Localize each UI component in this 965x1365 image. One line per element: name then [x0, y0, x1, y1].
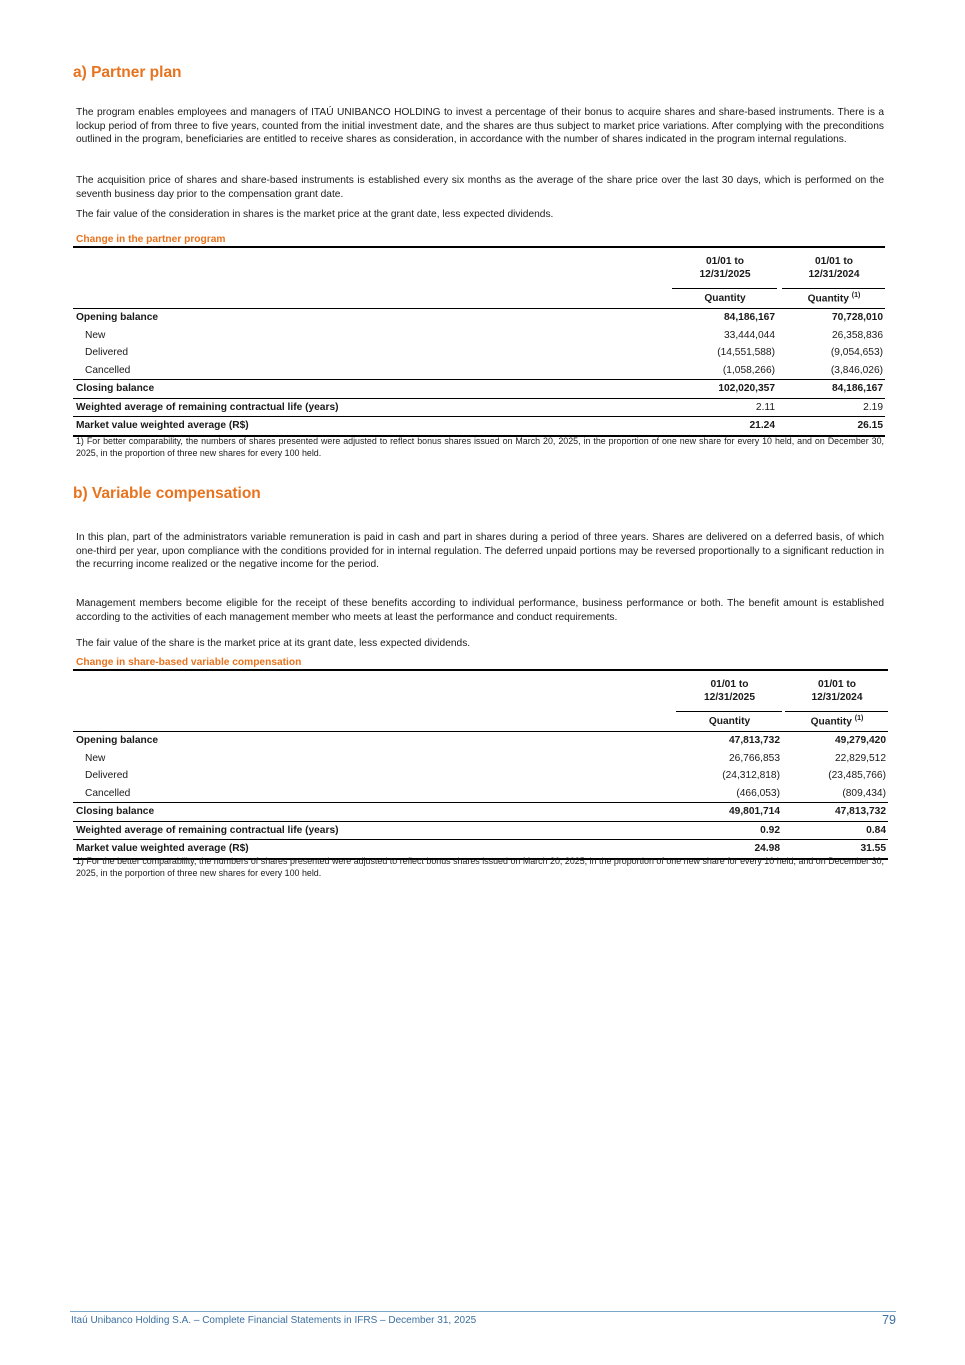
table-row: Closing balance 49,801,714 47,813,732: [73, 803, 888, 822]
table-row: Weighted average of remaining contractual life (years) 2.11 2.19: [73, 398, 885, 417]
table-row: Market value weighted average (R$) 24.98 31.55: [73, 840, 888, 859]
page-number: 79: [882, 1313, 896, 1327]
variable-table-caption: Change in share-based variable compensation: [76, 657, 302, 668]
table-row: Delivered (14,551,588) (9,054,653): [85, 347, 883, 359]
section-a-paragraph-3: The fair value of the consideration in shares is the market price at the grant date, less expected dividends.: [76, 209, 554, 220]
partner-table-caption: Change in the partner program: [76, 234, 226, 245]
partner-table-footnote: 1) For better comparability, the numbers of shares presented were adjusted to reflect bonus shares issued on March 20, 2025, in the proportion of one new share for every 10 held, and on December 30, 2025, in the proportion of three new shares for every 100 held.: [76, 436, 884, 458]
unit-header-2025: Quantity: [672, 289, 777, 309]
variable-compensation-table: [73, 669, 888, 860]
variable-table-footnote: 1) For the better comparability, the numbers of shares presented were adjusted to reflect bonus shares issued on March 20, 2025, in the proportion of one new share for every 10 held, and on December 30, 2025, in the porportion of three new shares for every 100 held.: [76, 856, 884, 878]
table-row: New 33,444,044 26,358,836: [85, 329, 883, 341]
table-unit-row: [73, 289, 885, 309]
section-b-paragraph-2: Management members become eligible for the receipt of these benefits according to individual performance, business performance or both. The benefit amount is established according to the activities of each management member who meets at least the performance and conduct requirements.: [76, 598, 884, 623]
partner-program-table: [73, 246, 885, 437]
section-a-heading: a) Partner plan: [73, 64, 182, 81]
table-row: Market value weighted average (R$) 21.24 26.15: [73, 417, 885, 436]
table-row: Cancelled (1,058,266) (3,846,026): [85, 364, 883, 376]
table-unit-row: [73, 712, 888, 732]
unit-header-2025: Quantity: [676, 712, 782, 732]
table-row: Opening balance 84,186,167 70,728,010: [73, 309, 885, 327]
table-row: New 26,766,853 22,829,512: [85, 752, 886, 764]
footer-text: Itaú Unibanco Holding S.A. – Complete Financial Statements in IFRS – December 31, 2025: [71, 1315, 477, 1326]
table-row: Cancelled (466,053) (809,434): [85, 787, 886, 799]
section-b-paragraph-1: In this plan, part of the administrators variable remuneration is paid in cash and part in shares during a period of three years. Shares are delivered on a deferred basis, of which one-third per year, upon compliance with the conditions provided for in internal regulation. The deferred unpaid portions may be reversed proportionally to a significant reduction in the recurring income realized or the negative income for the period.: [76, 532, 884, 571]
unit-header-2024: Quantity $^{(1)}$: [785, 712, 888, 732]
column-header-2024: 01/01 to 12/31/2024: [782, 247, 885, 289]
column-header-2025: 01/01 to 12/31/2025: [672, 247, 777, 289]
table-row: Weighted average of remaining contractual life (years) 0.92 0.84: [73, 821, 888, 840]
unit-header-2024: Quantity $^{(1)}$: [782, 289, 885, 309]
section-b-heading: b) Variable compensation: [73, 485, 261, 502]
table-row: Opening balance 47,813,732 49,279,420: [73, 732, 888, 750]
section-a-paragraph-1: The program enables employees and managers of ITAÚ UNIBANCO HOLDING to invest a percentage of their bonus to acquire shares and share-based instruments. There is a lockup period of from three to five years, counted from the initial investment date, and the shares are thus subject to market price variations. After complying with the preconditions outlined in the program, beneficiaries are entitled to receive shares as consideration, in accordance with the number of shares indicated in the program internal regulations.: [76, 107, 884, 146]
column-header-2025: 01/01 to 12/31/2025: [676, 670, 782, 712]
table-header-row: [73, 670, 888, 712]
column-header-2024: 01/01 to 12/31/2024: [785, 670, 888, 712]
table-row: Delivered (24,312,818) (23,485,766): [85, 770, 886, 782]
section-a-paragraph-2: The acquisition price of shares and share-based instruments is established every six months as the average of the share price over the last 30 days, which is performed on the seventh business day prior to the compensation grant date.: [76, 175, 884, 200]
table-row: Closing balance 102,020,357 84,186,167: [73, 380, 885, 399]
table-header-row: [73, 247, 885, 289]
footer-divider: [70, 1311, 896, 1312]
section-b-paragraph-3: The fair value of the share is the market price at its grant date, less expected dividends.: [76, 638, 471, 649]
